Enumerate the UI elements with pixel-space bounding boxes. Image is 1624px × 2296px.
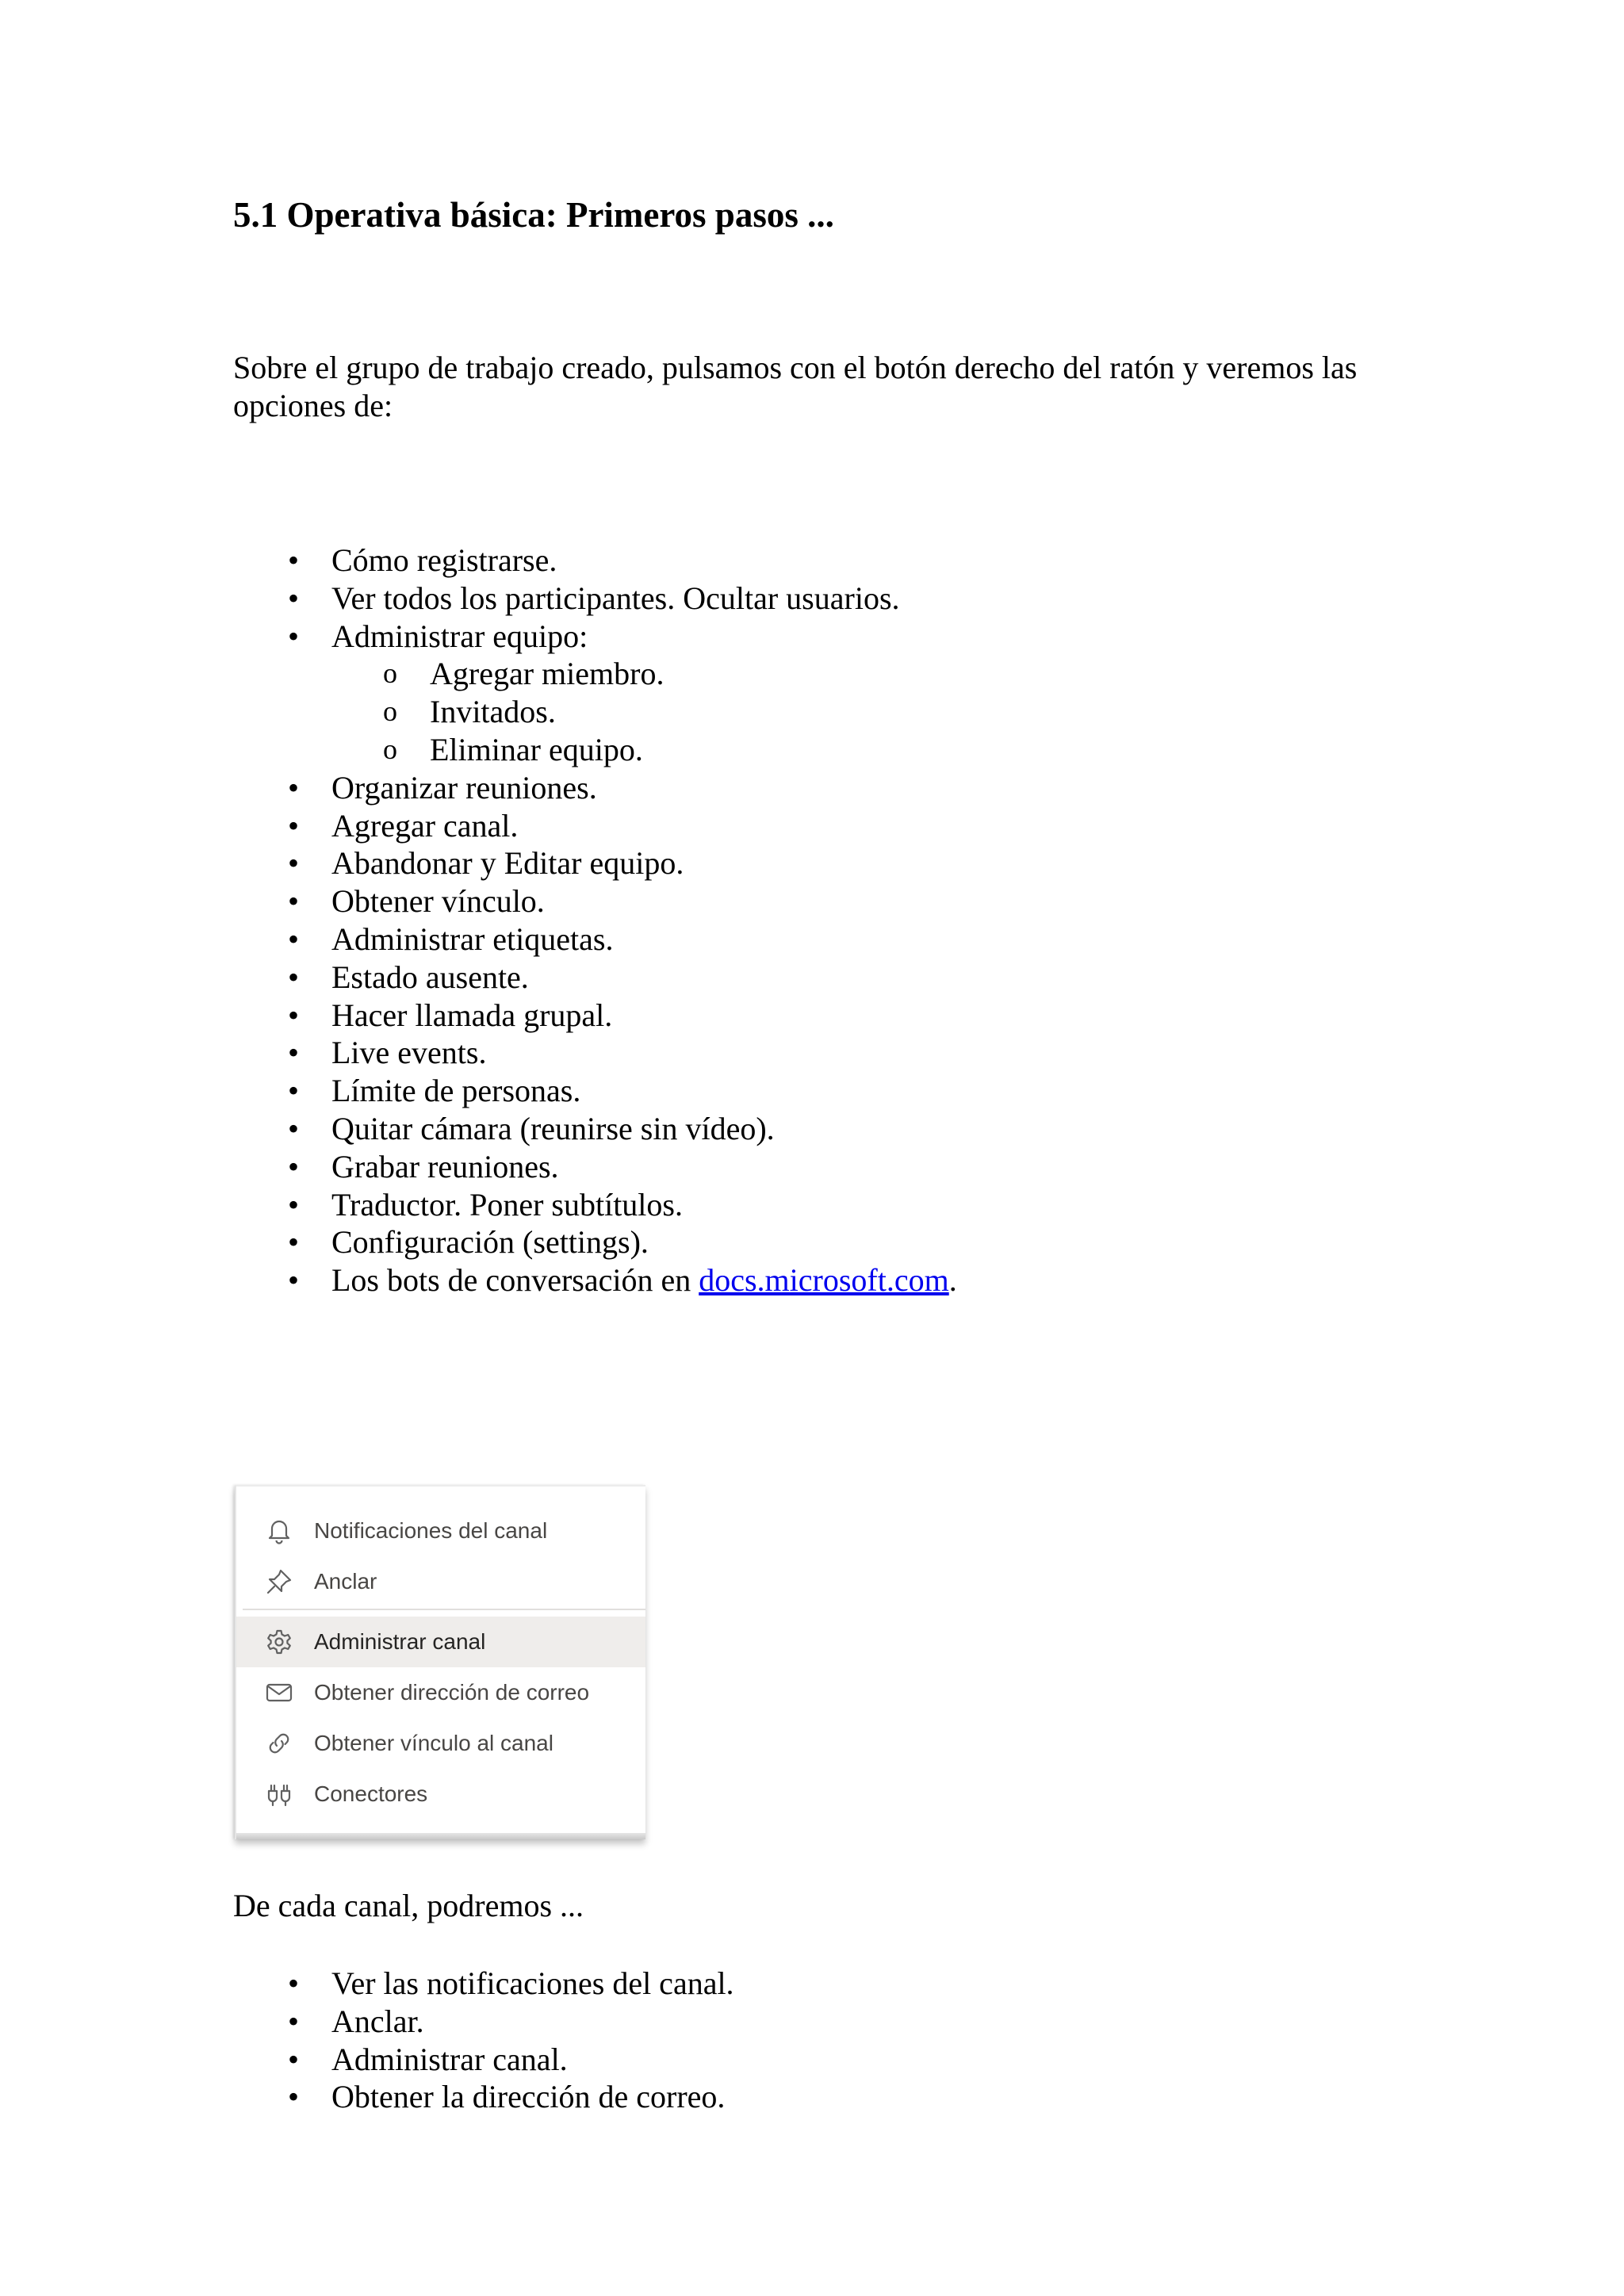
- bullet-marker: •: [287, 769, 299, 806]
- page-heading: 5.1 Operativa básica: Primeros pasos ...: [233, 195, 834, 235]
- menu-item-conectores[interactable]: Conectores: [236, 1769, 645, 1820]
- bullet-marker: •: [287, 2003, 299, 2039]
- bullet-marker: •: [287, 2079, 299, 2115]
- docs-microsoft-link[interactable]: docs.microsoft.com: [699, 1262, 949, 1299]
- mail-icon: [265, 1678, 293, 1707]
- menu-item-obtener-correo[interactable]: Obtener dirección de correo: [236, 1667, 645, 1718]
- bullet-marker: •: [287, 920, 299, 957]
- link-icon: [265, 1729, 293, 1758]
- channel-paragraph: De cada canal, podremos ...: [233, 1888, 584, 1923]
- bullet-marker: •: [287, 542, 299, 578]
- sub-bullet-marker: o: [383, 695, 397, 728]
- bullet-marker: •: [287, 1186, 299, 1223]
- menu-item-anclar[interactable]: Anclar: [236, 1556, 645, 1607]
- pin-icon: [265, 1567, 293, 1596]
- bullet-marker: •: [287, 580, 299, 616]
- bullet-marker: •: [287, 1965, 299, 2001]
- bullet-marker: •: [287, 997, 299, 1033]
- bots-text-suffix: .: [948, 1262, 957, 1299]
- intro-paragraph: Sobre el grupo de trabajo creado, pulsamos con el botón derecho del ratón y veremos las opciones de:: [233, 350, 1358, 423]
- bullet-marker: •: [287, 807, 299, 844]
- sub-bullet-marker: o: [383, 657, 397, 690]
- menu-item-administrar-canal[interactable]: Administrar canal: [236, 1617, 645, 1667]
- connectors-icon: [265, 1780, 293, 1808]
- bullet-marker: •: [287, 2041, 299, 2077]
- bullet-marker: •: [287, 1073, 299, 1109]
- menu-divider: [243, 1609, 645, 1610]
- bullet-marker: •: [287, 1110, 299, 1146]
- menu-bottom-edge: [236, 1833, 645, 1839]
- bullet-marker: •: [287, 1035, 299, 1071]
- sub-bullet-marker: o: [383, 733, 397, 765]
- bullet-marker: •: [287, 1262, 299, 1299]
- bullet-marker: •: [287, 618, 299, 654]
- bullet-marker: •: [287, 845, 299, 882]
- bots-text: Los bots de conversación en: [331, 1262, 699, 1299]
- bullet-marker: •: [287, 1148, 299, 1184]
- bullet-marker: •: [287, 883, 299, 920]
- menu-item-notificaciones[interactable]: Notificaciones del canal: [236, 1506, 645, 1556]
- menu-item-obtener-vinculo[interactable]: Obtener vínculo al canal: [236, 1718, 645, 1769]
- channel-context-menu: [235, 1485, 645, 1839]
- gear-icon: [265, 1628, 293, 1656]
- bell-icon: [265, 1517, 293, 1545]
- bullet-marker: •: [287, 959, 299, 995]
- bullet-marker: •: [287, 1224, 299, 1261]
